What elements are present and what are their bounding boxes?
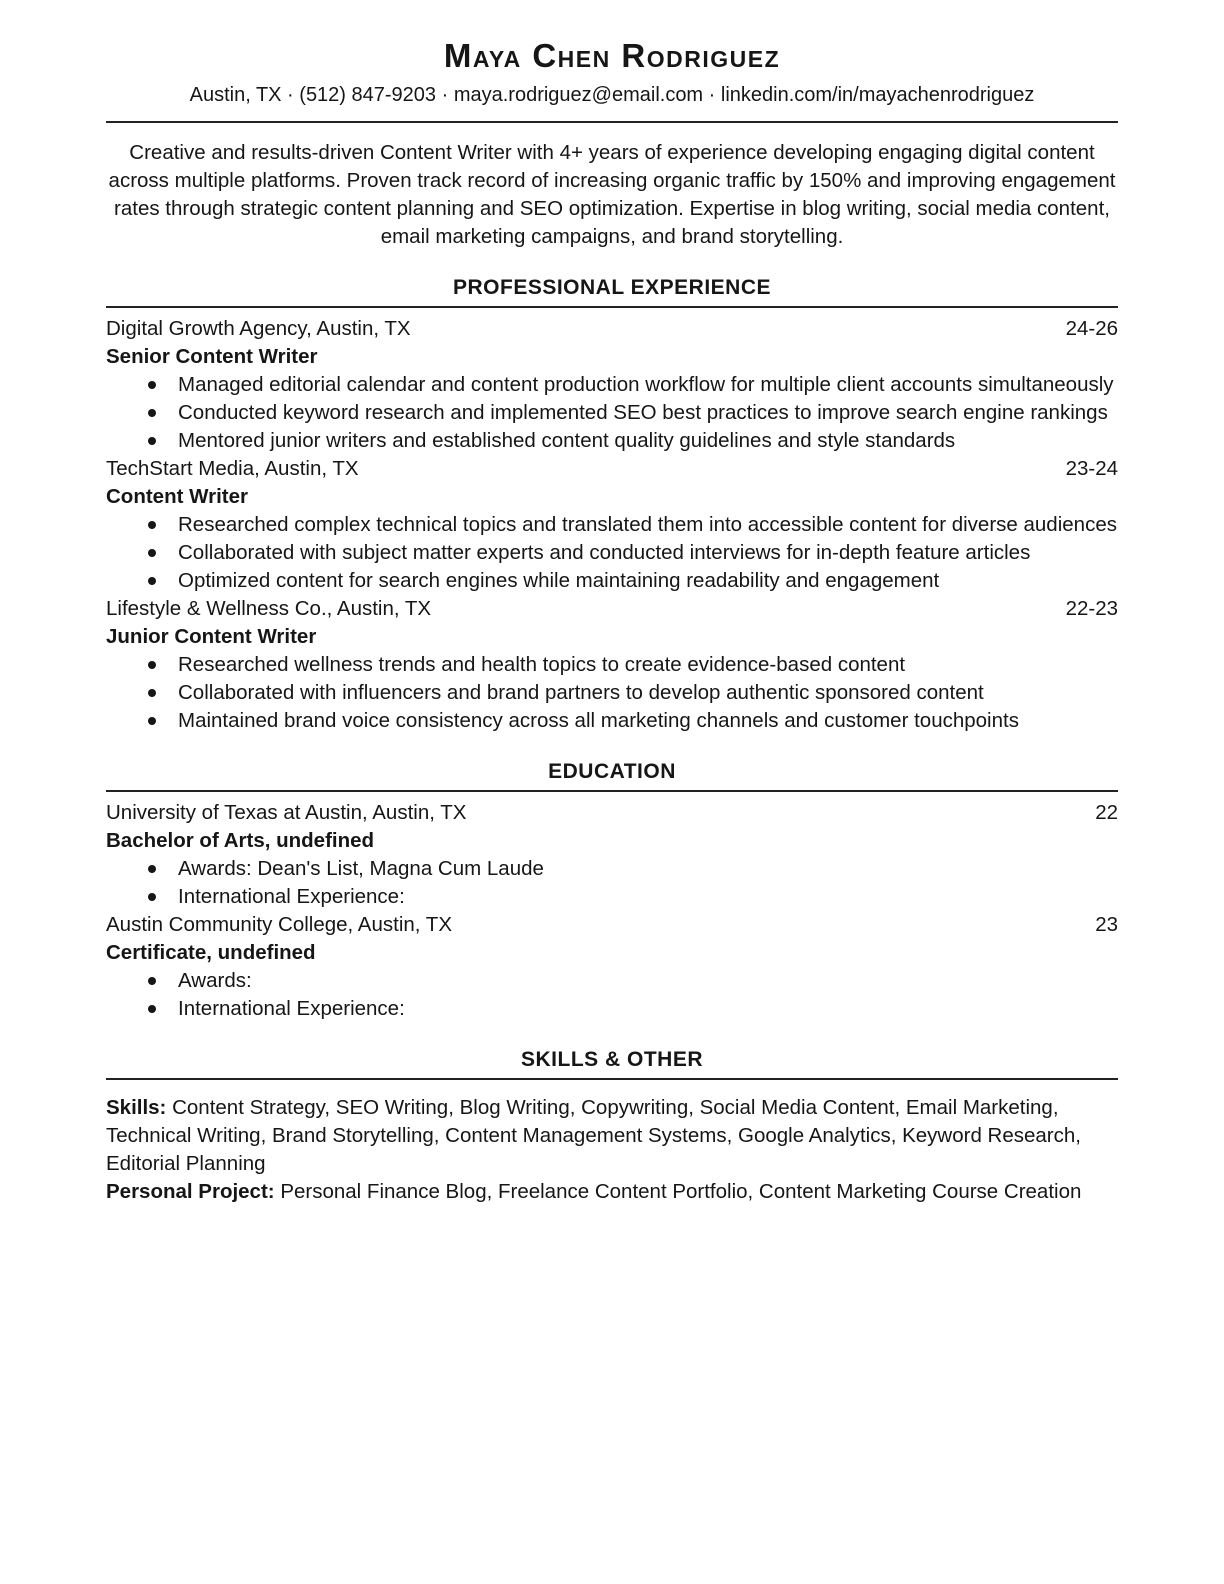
job-role: Content Writer	[106, 485, 248, 508]
job-bullet-list	[106, 371, 1118, 455]
job-entry	[106, 315, 1118, 455]
bullet-item: International Experience:	[106, 995, 1118, 1023]
company-name: Digital Growth Agency, Austin, TX	[106, 317, 411, 340]
education-divider	[106, 790, 1118, 792]
school-header	[106, 911, 1118, 939]
job-bullet-list	[106, 651, 1118, 735]
school-header	[106, 799, 1118, 827]
company-name: Lifestyle & Wellness Co., Austin, TX	[106, 597, 432, 620]
education-bullet-list	[106, 855, 1118, 911]
section-title-skills: SKILLS & OTHER	[520, 1048, 703, 1071]
section-skills	[106, 1047, 1118, 1206]
education-body	[106, 799, 1118, 1023]
job-bullet-list	[106, 511, 1118, 595]
school-dates: 23	[1095, 913, 1118, 936]
bullet-item: International Experience:	[106, 883, 1118, 911]
bullet-item: Collaborated with influencers and brand partners to develop authentic sponsored content	[106, 679, 1118, 707]
school-name: University of Texas at Austin, Austin, TX	[106, 801, 467, 824]
job-dates: 24-26	[1065, 317, 1118, 340]
degree: Certificate, undefined	[106, 941, 316, 964]
job-role: Junior Content Writer	[106, 625, 317, 648]
bullet-item: Awards:	[106, 967, 1118, 995]
education-bullet-list	[106, 967, 1118, 1023]
skills-body	[106, 1094, 1118, 1206]
education-entry	[106, 799, 1118, 911]
bullet-item: Researched complex technical topics and translated them into accessible content for diverse audiences	[106, 511, 1118, 539]
personal-project-line	[106, 1178, 1118, 1206]
skills-divider	[106, 1078, 1118, 1080]
school-name: Austin Community College, Austin, TX	[106, 913, 452, 936]
section-title-education: EDUCATION	[548, 760, 676, 783]
bullet-item: Researched wellness trends and health topics to create evidence-based content	[106, 651, 1118, 679]
bullet-item: Managed editorial calendar and content production workflow for multiple client accounts simultaneously	[106, 371, 1118, 399]
bullet-item: Collaborated with subject matter experts and conducted interviews for in-depth feature articles	[106, 539, 1118, 567]
job-header	[106, 595, 1118, 623]
job-dates: 23-24	[1065, 457, 1118, 480]
bullet-item: Awards: Dean's List, Magna Cum Laude	[106, 855, 1118, 883]
personal-project-text: Personal Finance Blog, Freelance Content Portfolio, Content Marketing Course Creation	[280, 1180, 1082, 1203]
section-experience	[106, 275, 1118, 735]
experience-body	[106, 315, 1118, 735]
bullet-item: Mentored junior writers and established content quality guidelines and style standards	[106, 427, 1118, 455]
resume-header	[106, 36, 1118, 251]
job-header	[106, 455, 1118, 483]
skills-label: Skills:	[106, 1096, 167, 1119]
header-divider	[106, 121, 1118, 123]
job-role: Senior Content Writer	[106, 345, 318, 368]
job-entry	[106, 455, 1118, 595]
section-title-experience: PROFESSIONAL EXPERIENCE	[452, 276, 771, 299]
skills-text: Content Strategy, SEO Writing, Blog Writing, Copywriting, Social Media Content, Email Marketing, Technical Writing, Brand Storytelling, Content Management Systems, Google Analytics, Keyword Research, Editorial Planning	[106, 1096, 1081, 1175]
contact-line: Austin, TX · (512) 847-9203 · maya.rodriguez@email.com · linkedin.com/in/mayachenrodriguez	[189, 84, 1035, 106]
candidate-name: Maya Chen Rodriguez	[443, 37, 781, 74]
section-education	[106, 759, 1118, 1023]
skills-line	[106, 1094, 1118, 1178]
job-dates: 22-23	[1065, 597, 1118, 620]
job-entry	[106, 595, 1118, 735]
education-entry	[106, 911, 1118, 1023]
job-header	[106, 315, 1118, 343]
company-name: TechStart Media, Austin, TX	[106, 457, 359, 480]
bullet-item: Optimized content for search engines while maintaining readability and engagement	[106, 567, 1118, 595]
school-dates: 22	[1095, 801, 1118, 824]
experience-divider	[106, 306, 1118, 308]
personal-project-label: Personal Project:	[106, 1180, 275, 1203]
summary-paragraph: Creative and results-driven Content Writer with 4+ years of experience developing engaging digital content across multiple platforms. Proven track record of increasing organic traffic by 150% and improving engagement rates through strategic content planning and SEO optimization. Expertise in blog writing, social media content, email marketing campaigns, and brand storytelling.	[108, 141, 1116, 248]
bullet-item: Maintained brand voice consistency across all marketing channels and customer touchpoints	[106, 707, 1118, 735]
bullet-item: Conducted keyword research and implemented SEO best practices to improve search engine rankings	[106, 399, 1118, 427]
degree: Bachelor of Arts, undefined	[106, 829, 375, 852]
